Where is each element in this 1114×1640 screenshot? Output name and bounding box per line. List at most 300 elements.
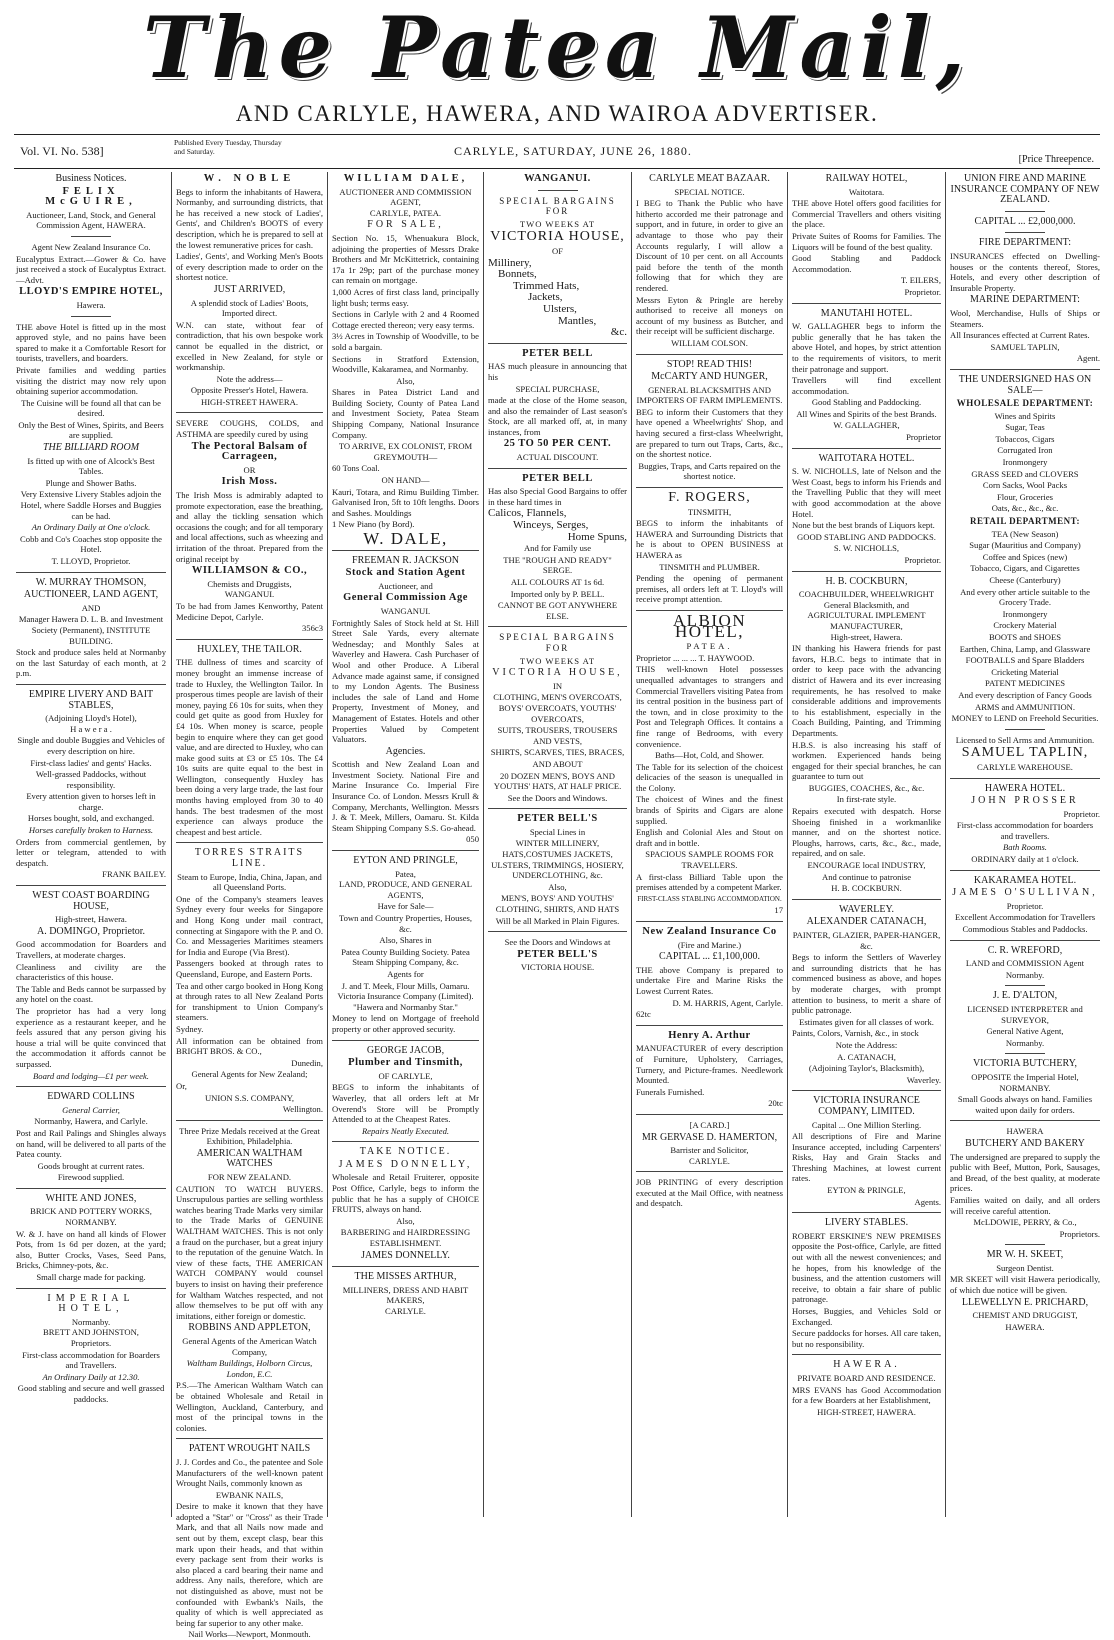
advert-body: Imported only by P. BELL.: [510, 588, 605, 599]
advert-body: Small Goods always on hand. Families waited upon daily for orders.: [957, 1094, 1093, 1115]
list-item: Trimmed Hats,: [513, 279, 580, 292]
advert-body: Funerals Furnished.: [636, 1086, 705, 1097]
advert-body: OPPOSITE the Imperial Hotel, NORMANBY.: [971, 1071, 1079, 1093]
advert-body: Travellers will find excellent accommodation.: [792, 375, 941, 396]
advert-body: Patea County Building Society. Patea Steam Shipping Company, &c.: [341, 946, 470, 968]
advert-subtitle: PAINTER, GLAZIER, PAPER-HANGER, &c.: [792, 930, 941, 951]
advert-body: SEVERE COUGHS, COLDS, and ASTHMA are speedily cured by using: [176, 418, 323, 440]
advert-subtitle: (Fire and Marine.): [677, 939, 742, 950]
advert-title: EMPIRE LIVERY AND BAIT STABLES,: [28, 688, 154, 711]
separator: [950, 1120, 1100, 1121]
list-item: Home Spuns,: [567, 530, 627, 543]
separator: [792, 1090, 941, 1091]
advert-subtitle: SPECIAL PURCHASE,: [515, 383, 600, 394]
masthead-subtitle: AND CARLYLE, HAWERA, AND WAIROA ADVERTISER.: [235, 101, 879, 126]
advert-title: UNION FIRE AND MARINE INSURANCE COMPANY OF NEW ZEALAND.: [950, 173, 1100, 206]
advert-subtitle: SPECIAL NOTICE.: [674, 186, 745, 197]
advert-body: Auctioneer, and: [378, 580, 433, 591]
advert-title: F. ROGERS,: [668, 490, 751, 506]
advert-body: And continue to patronise: [821, 871, 912, 882]
advert-place: High-street, Hawera.: [830, 631, 903, 642]
advert-body: CAUTION TO WATCH BUYERS. Unscrupulous parties are selling worthless watches bearing Trade Marks very similar to the Trade Marks of GENUINE WALTHAM WATCHES. This is not only a fraud on the purchaser, but a great injury to the reputation of the genuine Watch. In view of these facts, THE AMERICAN WATCH COMPANY would counsel buyers to insist on having their preference for Waltham Watches respected, and not allow themselves to be put off with any imitations, either foreign or domestic.: [176, 1183, 323, 1321]
advert-place: Hawera.: [76, 299, 106, 310]
advert-body: Scottish and New Zealand Loan and Investment Society. National Fire and Marine Insurance Co. Imperial Fire Insurance Co. of London. Messrs Krull & Company, Merchants, Wellington. Messrs J. & T. Meek, Millers, Oamaru. St. Kilda Steam Shipping Company S.S. Go-ahead.: [332, 759, 479, 833]
column-5: [632, 172, 787, 1517]
advert-title: THE UNDERSIGNED HAS ON SALE—: [958, 373, 1092, 396]
advert-body: 20 DOZEN MEN'S, BOYS AND YOUTHS' HATS, AT HALF PRICE.: [493, 770, 622, 792]
advert-body: To be had from James Kenworthy, Patent Medicine Depot, Carlyle.: [176, 600, 323, 622]
advert-body: In first-rate style.: [836, 794, 897, 805]
advert-title: WEST COAST BOARDING HOUSE,: [32, 890, 150, 912]
advert-place: Normanby.: [71, 1316, 111, 1327]
advert-body: Or,: [176, 1080, 187, 1091]
advert-body: Agents for: [387, 968, 424, 979]
advert-body: Single and double Buggies and Vehicles of every description on hire.: [17, 735, 165, 756]
advert-title: AUCTIONEER, LAND AGENT,: [23, 589, 159, 601]
advert-title: EDWARD COLLINS: [47, 1091, 135, 1103]
separator: [1005, 232, 1045, 233]
advert-subtitle: CAPITAL ... £2,000,000.: [974, 215, 1076, 227]
advert-title: JAMES O'SULLIVAN,: [952, 887, 1098, 899]
advert-body: Repairs Neatly Executed.: [361, 1125, 450, 1136]
list-item: Sugar, Teas: [1005, 422, 1045, 433]
advert-body: Buggies, Traps, and Carts repaired on the shortest notice.: [638, 460, 781, 482]
advert-signature: T. EILERS,: [900, 275, 941, 286]
advert-place: PATEA.: [686, 641, 733, 652]
advert-body: W. & J. have on hand all kinds of Flower Pots, from 1s 6d per dozen, at the yard; also, Butter Crocks, Vases, Seed Pans, Bricks, Chimney-pots, &c.: [16, 1228, 166, 1271]
advert-body: IN: [552, 680, 563, 691]
advert-body: FIRST-CLASS STABLING ACCOMMODATION.: [637, 894, 782, 903]
separator: [792, 899, 941, 900]
advert-title: IMPERIAL HOTEL,: [47, 1292, 135, 1315]
advert-body: Wholesale and Retail Fruiterer, opposite Post Office, Carlyle, begs to inform the public that he has a supply of CHOICE FRUITS, always on hand.: [332, 1172, 479, 1215]
wholesale-list: [950, 411, 1100, 514]
advert-subtitle: WHOLESALE DEPARTMENT:: [956, 398, 1094, 409]
advert-title: STOP! READ THIS!: [666, 358, 753, 370]
advert-title: EYTON AND PRINGLE,: [353, 855, 458, 867]
advert-title: New Zealand Insurance Co: [642, 926, 777, 937]
list-item: BOOTS and SHOES: [988, 631, 1062, 642]
advert-title: W. NOBLE: [203, 173, 296, 184]
advert-body: AND: [81, 602, 101, 613]
list-item: Jackets,: [528, 291, 563, 304]
advert-place: NORMANBY.: [65, 1217, 117, 1228]
advert-place: CARLYLE, PATEA.: [369, 207, 442, 218]
retail-list: [950, 529, 1100, 713]
advert-subtitle: LICENSED INTERPRETER and SURVEYOR,: [967, 1004, 1083, 1025]
advert-body: MRS EVANS has Good Accommodation for a few Boarders at her Establishment,: [792, 1384, 941, 1406]
advert-title: J. E. D'ALTON,: [992, 990, 1058, 1002]
advert-subtitle: COACHBUILDER, WHEELWRIGHT: [798, 589, 935, 600]
separator: [1005, 985, 1045, 986]
advert-body: Only the Best of Wines, Spirits, and Beers are supplied.: [18, 419, 164, 441]
advert-title: VICTORIA HOUSE,: [492, 667, 623, 679]
advert-body: Sydney.: [176, 1023, 204, 1034]
advert-title: MR GERVASE D. HAMERTON,: [641, 1131, 778, 1143]
advert-title: WHITE AND JONES,: [45, 1192, 137, 1204]
advert-title: LIVERY STABLES.: [824, 1217, 909, 1229]
advert-subtitle: BUGGIES, COACHES, &c., &c.: [808, 782, 925, 793]
advert-body: ROBERT ERSKINE'S NEW PREMISES opposite the Post-office, Carlyle, are fitted out with all the newest conveniences; and he hopes, from his knowledge of the business, and the attention customers will receive, to obtain a fair share of public patronage.: [792, 1230, 941, 1305]
list-item: And every other article suitable to the Grocery Trade.: [960, 586, 1090, 608]
list-item: Coffee and Spices (new): [982, 551, 1068, 562]
advert-body: Chemists and Druggists,: [207, 578, 292, 589]
separator: [950, 870, 1100, 871]
advert-title: ALEXANDER CATANACH,: [806, 916, 927, 928]
advert-body: W.N. can state, without fear of contradiction, that his own bespoke work cannot be equalled in the district, or excelled in New Zealand, for style or workmanship.: [176, 319, 323, 373]
separator: [16, 1188, 166, 1189]
separator: [488, 626, 627, 627]
advert-body: 1,000 Acres of first class land, principally light bush; terms easy.: [332, 286, 479, 308]
advert-subtitle: Capital ... One Million Sterling.: [811, 1119, 922, 1130]
advert-body: Kauri, Totara, and Rimu Building Timber. Galvanised Iron, 5ft to 10ft lengths. Doors and Sashes. Mouldings: [332, 486, 479, 518]
advert-place: HAWERA.: [1005, 1321, 1045, 1332]
advert-body: All Wines and Spirits of the best Brands.: [796, 408, 937, 419]
advert-title: AMERICAN WALTHAM WATCHES: [196, 1147, 303, 1170]
advert-subtitle: The Pectoral Balsam of Carrageen,: [191, 440, 308, 463]
advert-body: Fortnightly Sales of Stock held at St. Hill Street Sale Yards, every alternate Wednesday; and Monthly Sales at Waverley and Hawera. Cash Purchaser of Wool and other Produce. A Liberal Advance made against same, if consigned to my London Agents. The Business includes the sale of Land and Home Property, Investment of Money, and Management of Estates. Hotels and other Properties Valued by Competent Valuators.: [332, 617, 479, 745]
advert-title: KAKARAMEA HOTEL.: [973, 874, 1077, 886]
advert-place: Normanby.: [1005, 1037, 1045, 1048]
advert-body: The Table for its selection of the choicest delicacies of the season is unequalled in the Colony.: [636, 761, 783, 793]
advert-body: Horses, Buggies, and Vehicles Sold or Exchanged.: [792, 1306, 941, 1327]
advert-body: Town and Country Properties, Houses, &c.: [338, 913, 473, 934]
list-item: Ironmongery: [1002, 608, 1048, 619]
advert-body: ORDINARY daily at 1 o'clock.: [971, 854, 1079, 865]
advert-subtitle: [A CARD.]: [689, 1119, 730, 1130]
separator: [636, 354, 783, 355]
advert-body: J. and T. Meek, Flour Mills, Oamaru. Victoria Insurance Company (Limited). "Hawera and Normanby Star.": [337, 980, 474, 1012]
issue-date: CARLYLE, SATURDAY, JUNE 26, 1880.: [454, 144, 692, 158]
advert-body: OF: [552, 245, 563, 256]
advert-body: W. GALLAGHER begs to inform the public generally that he has taken the above Hotel, and hopes, by strict attention to the requirements of visitors, to merit their patronage and support.: [792, 321, 941, 374]
advert-place: Waverley.: [906, 1074, 941, 1085]
advert-body: Steam to Europe, India, China, Japan, and all Queensland Ports.: [177, 871, 322, 893]
advert-title: PATENT WROUGHT NAILS: [188, 1443, 311, 1455]
advert-body: P.S.—The American Waltham Watch can be obtained Wholesale and Retail in Wellington, Auckland, Canterbury, and most of the principal towns in the colonies.: [176, 1380, 323, 1433]
advert-body: made at the close of the Home season, and also the remainder of Last season's Stock, are all marked off, at, in many instances, from: [488, 395, 627, 437]
advert-place: Waitotara.: [848, 186, 885, 197]
list-item: Millinery,: [488, 256, 532, 269]
advert-subtitle: THE BILLIARD ROOM: [42, 442, 140, 454]
advert-title: BUTCHERY AND BAKERY: [965, 1137, 1085, 1149]
advert-place: Normanby.: [1005, 969, 1045, 980]
advert-body: Private Suites of Rooms for Families. The Liquors will be found of the best quality.: [792, 230, 941, 252]
advert-body: Waltham Buildings, Holborn Circus, London, E.C.: [186, 1358, 313, 1379]
advert-subtitle: TINSMITH,: [687, 506, 732, 517]
advert-body: Commodious Stables and Paddocks.: [962, 924, 1088, 935]
advert-body: All information can be obtained from BRIGHT BROS. & CO.,: [176, 1035, 323, 1057]
publication-days: Published Every Tuesday, Thursday and Saturday.: [174, 138, 282, 156]
advert-body: BEGS to inform the inhabitants of HAWERA and Surrounding Districts that he is about to OPEN BUSINESS at HAWERA as: [636, 518, 783, 560]
advert-subtitle: Barrister and Solicitor,: [670, 1145, 749, 1156]
advert-body: Good Stabling and Paddock Accommodation.: [792, 253, 941, 274]
advert-subtitle: CHEMIST AND DRUGGIST,: [972, 1310, 1078, 1321]
advert-body: BRETT AND JOHNSTON,: [43, 1327, 139, 1338]
advert-body: Board and lodging—£1 per week.: [33, 1070, 149, 1081]
advert-subtitle: TWO WEEKS AT: [519, 655, 596, 666]
advert-body: Cleanliness and civility are the characteristics of this house.: [16, 961, 166, 983]
advert-body: Families waited on daily, and all orders will receive careful attention.: [950, 1194, 1100, 1216]
advert-body: CLOTHING, MEN'S OVERCOATS, BOYS' OVERCOATS, YOUTHS' OVERCOATS,: [493, 692, 622, 724]
advert-subtitle: TO ARRIVE, EX COLONIST, FROM GREYMOUTH—: [338, 441, 473, 462]
advert-signature: H. B. COCKBURN.: [831, 883, 902, 894]
advert-body: Tea and other cargo booked in Hong Kong at through rates to all New Zealand Ports for transhipment to Union Company's steamers.: [176, 980, 323, 1023]
advert-body: GOOD STABLING AND PADDOCKS.: [797, 531, 936, 542]
advert-signature: Agents.: [914, 1196, 941, 1207]
advert-subtitle: BRICK AND POTTERY WORKS,: [30, 1206, 152, 1217]
list-item: GRASS SEED and CLOVERS: [971, 468, 1079, 479]
advert-body: Begs to inform the Settlers of Waverley and surrounding districts that he has commenced business as above, and hopes by moderate charges, with prompt attention to business, to merit a share of public patronage.: [792, 952, 941, 1016]
advert-body: Wool, Merchandise, Hulls of Ships or Steamers.: [950, 307, 1100, 329]
advert-body: Also,: [396, 375, 415, 386]
advert-body: Good accommodation for Boarders and Travellers, at moderate charges.: [16, 939, 166, 960]
advert-place: HIGH-STREET, HAWERA.: [817, 1406, 916, 1417]
separator: [488, 343, 627, 344]
advert-title: H. B. COCKBURN,: [825, 575, 908, 587]
advert-place: Patea,: [395, 868, 416, 879]
column-2: [172, 172, 327, 1640]
advert-title: PETER BELL'S: [517, 813, 598, 825]
advert-place: HAWERA: [1006, 1126, 1044, 1137]
advert-body: Three Prize Medals received at the Great Exhibition, Philadelphia.: [179, 1125, 320, 1147]
advert-subtitle: Stock and Station Agent: [345, 567, 466, 579]
separator: [636, 1025, 783, 1026]
advert-subtitle: SPECIAL BARGAINS FOR: [499, 632, 616, 653]
advert-signature: WILLIAM COLSON.: [671, 337, 748, 348]
separator: [332, 1040, 479, 1041]
separator: [176, 842, 323, 843]
advert-body: J. J. Cordes and Co., the patentee and Sole Manufacturers of the well-known patent Wrought Nails, commonly known as: [176, 1456, 323, 1489]
advert-body: Ladies', Gents', and Working Men's Boots of every description made to order on the shortest notice.: [176, 251, 323, 283]
advert-signature: FRANK BAILEY.: [102, 869, 166, 880]
advert-subtitle: Proprietor.: [1006, 900, 1044, 911]
advert-place: WANGANUI.: [224, 589, 275, 600]
advert-subtitle: MILLINERS, DRESS AND HABIT MAKERS,: [342, 1284, 469, 1306]
advert-place: VICTORIA HOUSE.: [520, 962, 595, 973]
separator: [1005, 1053, 1045, 1054]
advert-body: Manager Hawera D. L. B. and Investment Society (Permanent), INSTITUTE BUILDING.: [18, 614, 164, 646]
advert-body: The choicest of Wines and the finest brands of Spirits and Cigars are alone supplied.: [636, 794, 783, 826]
advert-body: MEN'S, BOYS' AND YOUTHS' CLOTHING, SHIRTS, AND HATS: [495, 893, 620, 915]
advert-body: Stock and produce sales held at Normanby on the last Saturday of each month, at 2 p.m.: [16, 647, 166, 679]
separator: [636, 487, 783, 488]
advert-body: INSURANCES effected on Dwelling-houses or the contents thereof, Stores, Hotels, and every other description of Insurable Property.: [950, 250, 1100, 293]
advert-body: Normanby, Hawera, and Carlyle.: [34, 1116, 148, 1127]
advert-title-large: W. DALE,: [363, 529, 448, 548]
advert-title: A. DOMINGO, Proprietor.: [36, 925, 146, 937]
advert-body: The undersigned are prepared to supply the public with Beef, Mutton, Pork, Sausages, and Bread, of the best quality, at moderate prices.: [950, 1151, 1100, 1194]
advert-body: OR: [243, 464, 256, 475]
advert-title: JAMES DONNELLY,: [338, 1158, 473, 1170]
advert-body: Note the address—: [216, 373, 283, 384]
advert-body: ACTUAL DISCOUNT.: [516, 452, 599, 463]
advert-body: One of the Company's steamers leaves Sydney every four weeks for Singapore and Hong Kong under mail contract, connecting at Singapore with the P. and O. Co. and Messageries Maritimes steamers for India and Europe (Via Brest).: [176, 893, 323, 957]
advert-body: JOB PRINTING of every description executed at the Mail Office, with neatness and despatch.: [636, 1177, 783, 1209]
advert-body: (Adjoining Taylor's, Blacksmith),: [808, 1063, 925, 1074]
advert-title: WAVERLEY.: [839, 903, 894, 915]
list-item: And every description of Fancy Goods: [958, 689, 1092, 700]
separator: [1005, 729, 1045, 730]
advert-title: WAITOTARA HOTEL.: [818, 452, 915, 464]
advert-body: A splendid stock of Ladies' Boots, Imported direct.: [190, 297, 309, 319]
advert-body: CANNOT BE GOT ANYWHERE ELSE.: [497, 600, 618, 621]
advert-subtitle: THE "ROUGH AND READY": [503, 554, 612, 565]
advert-body: Agent New Zealand Insurance Co.: [31, 241, 151, 252]
separator: [16, 572, 166, 573]
advert-body: I BEG to Thank the Public who have hitherto accorded me their patronage and support, and in future, in order to give an advantage to those who pay their Accounts regularly, I will allow a Discount of 10 per cent. on all Accounts paid before the tenth of the month following that for which they are rendered.: [636, 198, 783, 293]
separator: [1005, 1244, 1045, 1245]
list-item: Oats, &c., &c., &c.: [991, 503, 1059, 514]
advert-code: 356c3: [301, 623, 323, 634]
separator: [176, 412, 323, 413]
separator: [1005, 211, 1045, 212]
advert-body: Estimates given for all classes of work.: [799, 1016, 934, 1027]
advert-body: Small charge made for packing.: [36, 1272, 146, 1283]
advert-body: MR SKEET will visit Hawera periodically, of which due notice will be given.: [950, 1274, 1100, 1296]
separator: [488, 468, 627, 469]
advert-subtitle: TINSMITH and PLUMBER.: [659, 561, 760, 572]
advert-body: Post and Rail Palings and Shingles always on hand, will be delivered to all parts of the Patea county.: [16, 1127, 166, 1160]
advert-body: Very Extensive Livery Stables adjoin the Hotel, where Saddle Horses and Buggies can be had.: [20, 489, 162, 521]
advert-body: Good stabling and secure and well grassed paddocks.: [17, 1383, 165, 1404]
advert-title: McCARTY AND HUNGER,: [651, 371, 768, 383]
separator: [16, 684, 166, 685]
advert-body: Cobb and Co's Coaches stop opposite the Hotel.: [20, 533, 162, 555]
separator: [538, 190, 578, 191]
advert-place: WANGANUI.: [380, 605, 431, 616]
list-item: PATENT MEDICINES: [985, 678, 1065, 689]
advert-body: The Table and Beds cannot be surpassed by any hotel on the coast.: [16, 983, 166, 1005]
advert-body: SUITS, TROUSERS, TROUSERS AND VESTS,: [497, 725, 618, 746]
advert-body: Firewood supplied.: [57, 1172, 125, 1183]
section-heading: Business Notices.: [55, 173, 127, 184]
advert-signature: S. W. NICHOLLS,: [833, 543, 900, 554]
advert-title: ROBBINS AND APPLETON,: [188, 1322, 311, 1334]
advert-title: LLEWELLYN E. PRICHARD,: [961, 1296, 1089, 1308]
list-item: ARMS and AMMUNITION.: [974, 701, 1076, 712]
advert-signature: EYTON & PRINGLE,: [827, 1185, 906, 1196]
advert-body: Money to lend on Mortgage of freehold property or other approved security.: [332, 1013, 479, 1034]
separator: [488, 808, 627, 809]
advert-body: Has also Special Good Bargains to offer in these hard times in: [488, 486, 627, 507]
advert-subtitle: General Commission Age: [343, 592, 468, 604]
advert-subtitle: Plumber and Tinsmith,: [348, 1057, 463, 1069]
advert-title: W. MURRAY THOMSON,: [35, 576, 147, 588]
advert-subtitle: FOR NEW ZEALAND.: [207, 1172, 292, 1183]
advert-code: 050: [466, 834, 479, 845]
advert-code: 20tc: [768, 1098, 783, 1109]
advert-body: ALL COLOURS AT 1s 6d.: [510, 577, 605, 587]
advert-body: The proprietor has had a very long experience as a restaurant keeper, and he feels assured that any person giving his house a trial will be quite convinced that the accommodation it affords cannot be surpassed.: [16, 1005, 166, 1069]
separator: [636, 921, 783, 922]
advert-body: Will be all Marked in Plain Figures.: [495, 915, 620, 926]
column-7: [946, 172, 1104, 1517]
separator: [792, 1212, 941, 1213]
advert-body: The Cuisine will be found all that can be desired.: [21, 397, 161, 419]
advert-title: TORRES STRAITS LINE.: [194, 847, 305, 870]
advert-body: Special Lines in: [529, 826, 586, 837]
advert-body: Pending the opening of permanent premises, all orders left at T. Lloyd's will receive prompt attention.: [636, 573, 783, 605]
advert-body: The Irish Moss is admirably adapted to promote expectoration, ease the breathing, and allay the tickling sensation which occasions the cough; and for all temporary and local affections, such as wheezing and irritation of the throat. Prepared from the original receipt by: [176, 490, 323, 564]
separator: [71, 316, 111, 317]
advert-place: CARLYLE.: [385, 1306, 426, 1316]
advert-signature: T. LLOYD, Proprietor.: [51, 556, 131, 566]
advert-title: RAILWAY HOTEL,: [825, 173, 908, 184]
header-rule-bottom: [14, 168, 1100, 169]
advert-subtitle: PRIVATE BOARD AND RESIDENCE.: [797, 1372, 936, 1383]
list-item: Corrugated Iron: [997, 445, 1053, 456]
advert-subtitle: CAPITAL ... £1,100,000.: [658, 951, 761, 963]
column-3: [328, 172, 483, 1517]
advert-subtitle: LAND and COMMISSION Agent: [965, 958, 1085, 969]
advert-title: HAWERA.: [833, 1359, 900, 1371]
list-item: Crockery Material: [993, 620, 1057, 631]
advert-body: Sections in Carlyle with 2 and 4 Roomed Cottage erected thereon; very easy terms.: [332, 309, 479, 330]
advert-body: Private families and wedding parties visiting the district may now rely upon obtaining superior accommodation.: [16, 364, 166, 397]
advert-subtitle: GENERAL BLACKSMITHS AND IMPORTERS OF FARM IMPLEMENTS.: [636, 384, 783, 406]
advert-body: THE above Company is prepared to undertake Fire and Marine Risks the Lowest Current Rates.: [636, 964, 783, 996]
advert-body: Is fitted up with one of Alcock's Best Tables.: [27, 455, 155, 477]
separator: [71, 236, 111, 237]
advert-body: And for Family use: [523, 543, 592, 554]
advert-body: An Ordinary Daily at One o'clock.: [31, 522, 151, 533]
advert-body: Sections in Stratford Extension, Woodville, Kakaramea, and Normanby.: [332, 353, 479, 375]
advert-body: Plunge and Shower Baths.: [45, 477, 137, 488]
advert-body: Messrs Eyton & Pringle are hereby authorised to receive all moneys on account of my business as Butcher, and their receipt will be sufficient discharge.: [636, 294, 783, 337]
advert-title: HUXLEY, THE TAILOR.: [197, 643, 302, 655]
advert-body: Section No. 15, Whenuakura Block, adjoining the properties of Messrs Drake Brothers and Mr McKittetrick, containing 17a 1r 29p; part of the purchase money can remain on mortgage.: [332, 232, 479, 286]
advert-signature: McLDOWIE, PERRY, & Co.,: [973, 1217, 1077, 1228]
list-item: Sugar (Mauritius and Company): [969, 540, 1081, 551]
advert-body: Secure paddocks for horses. All care taken, but no responsibility.: [792, 1328, 941, 1349]
separator: [636, 1114, 783, 1115]
advert-body: Opposite Presser's Hotel, Hawera.: [190, 385, 309, 396]
column-4: [484, 172, 631, 1517]
advert-title: CARLYLE MEAT BAZAAR.: [649, 173, 770, 184]
advert-body: Repairs executed with despatch. Horse Shoeing finished in a workmanlike manner, and on the shortest notice. Ploughs, harrows, carts, &c., &c., made, repaired, and on sale.: [792, 806, 941, 859]
advert-body: HAS much pleasure in announcing that his: [488, 361, 627, 382]
advert-body: Note the Address:: [835, 1039, 898, 1050]
advert-subtitle: MARINE DEPARTMENT:: [970, 294, 1080, 306]
advert-body: MANUFACTURER of every description of Furniture, Upholstery, Carriages, Turnery, and Picture-frames. Needlework Mounted.: [636, 1043, 783, 1086]
advert-body: Eucalyptus Extract.—Gower & Co. have just received a stock of Eucalyptus Extract.—Advt.: [16, 253, 166, 285]
list-item: &c.: [610, 326, 627, 339]
price: [Price Threepence.: [1018, 154, 1094, 165]
dateline: [14, 138, 1100, 168]
advert-body: Good Stabling and Paddocking.: [811, 397, 922, 408]
separator: [332, 1266, 479, 1267]
advert-body: UNION S.S. COMPANY,: [204, 1092, 295, 1103]
advert-subtitle: Surgeon Dentist.: [996, 1262, 1054, 1273]
advert-body: THIS well-known Hotel possesses unequalled advantages to strangers and Commercial Travellers visiting Patea from its central position in the business part of the town, and in close proximity to the Post and Telegraph Offices. It contains a fine range of Bedrooms, with every convenience.: [636, 664, 783, 749]
advert-body: Proprietors.: [70, 1338, 112, 1348]
separator: [950, 778, 1100, 779]
advert-title: TAKE NOTICE.: [359, 1146, 452, 1158]
advert-body: Orders from commercial gentlemen, by letter or telegram, attended to with despatch.: [16, 836, 166, 868]
advert-body: First-class accommodation for boarders and travellers.: [956, 820, 1094, 841]
advert-body: Begs to inform the inhabitants of Hawera, Normanby, and surrounding districts, that he has received a new stock of Ladies', Gents', and Children's BOOTS of every description, which he is prepared to sell at the lowest remunerative prices for cash.: [176, 186, 323, 250]
advert-subtitle: CARLYLE WAREHOUSE.: [977, 761, 1073, 772]
separator: [332, 1141, 479, 1142]
advert-signature: A. CATANACH,: [837, 1051, 896, 1062]
advert-body: Every attention given to horses left in charge.: [26, 791, 156, 812]
advert-body: HIGH-STREET HAWERA.: [200, 396, 298, 407]
advert-title-large: ALBION HOTEL,: [672, 610, 747, 641]
advert-body: Auctioneer, Land, Stock, and General Commission Agent, HAWERA.: [26, 209, 156, 231]
list-item: Tobacco, Cigars, and Cigarettes: [970, 563, 1080, 574]
advert-body: BEGS to inform the inhabitants of Waverley, that all orders left at Mr Overend's Store will be Promptly Attended to at the Cheapest Rates.: [332, 1082, 479, 1125]
